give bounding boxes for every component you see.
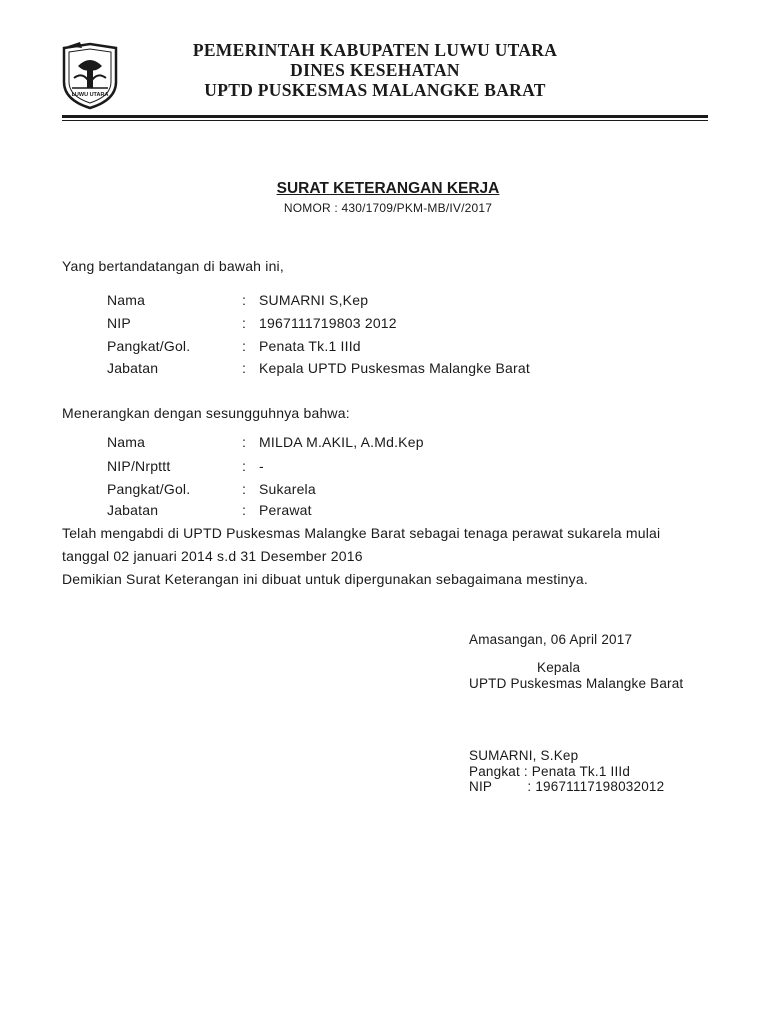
field-label: Jabatan bbox=[107, 360, 159, 376]
field-value: Perawat bbox=[259, 502, 312, 518]
field-label: Nama bbox=[107, 292, 146, 308]
field-label: Nama bbox=[107, 434, 146, 450]
signer-office: UPTD Puskesmas Malangke Barat bbox=[469, 676, 684, 691]
field-value: Sukarela bbox=[259, 481, 316, 497]
field-value: 1967111719803 2012 bbox=[259, 315, 397, 331]
field-label: NIP/Nrpttt bbox=[107, 458, 171, 474]
field-colon: : bbox=[242, 502, 247, 518]
statement-text: Menerangkan dengan sesungguhnya bahwa: bbox=[62, 405, 350, 421]
field-value: MILDA M.AKIL, A.Md.Kep bbox=[259, 434, 424, 450]
letterhead-divider-thin bbox=[62, 120, 708, 121]
field-label: Pangkat/Gol. bbox=[107, 481, 191, 497]
signer-name: SUMARNI, S.Kep bbox=[469, 748, 579, 763]
closing-text: Demikian Surat Keterangan ini dibuat untuk dipergunakan sebagaimana mestinya. bbox=[62, 571, 588, 587]
field-label: Pangkat/Gol. bbox=[107, 338, 191, 354]
letterhead-office: UPTD PUSKESMAS MALANGKE BARAT bbox=[204, 80, 546, 100]
field-label: Jabatan bbox=[107, 502, 159, 518]
field-colon: : bbox=[242, 315, 247, 331]
field-colon: : bbox=[242, 434, 247, 450]
body-text-line: tanggal 02 januari 2014 s.d 31 Desember 2016 bbox=[62, 548, 363, 564]
letterhead-divider-thick bbox=[62, 115, 708, 118]
field-label: NIP bbox=[107, 315, 131, 331]
signer-nip: NIP : 19671117198032012 bbox=[469, 779, 665, 794]
field-value: - bbox=[259, 458, 264, 474]
place-date: Amasangan, 06 April 2017 bbox=[469, 632, 633, 647]
field-colon: : bbox=[242, 292, 247, 308]
letterhead-department: DINES KESEHATAN bbox=[290, 60, 460, 80]
letterhead-government: PEMERINTAH KABUPATEN LUWU UTARA bbox=[192, 40, 558, 60]
field-value: SUMARNI S,Kep bbox=[259, 292, 369, 308]
field-value: Kepala UPTD Puskesmas Malangke Barat bbox=[259, 360, 530, 376]
regency-emblem-logo bbox=[58, 42, 122, 110]
document-title: SURAT KETERANGAN KERJA bbox=[276, 180, 500, 197]
field-colon: : bbox=[242, 360, 247, 376]
signer-pangkat: Pangkat : Penata Tk.1 IIId bbox=[469, 764, 631, 779]
field-colon: : bbox=[242, 458, 247, 474]
body-text-line: Telah mengabdi di UPTD Puskesmas Malangke Barat sebagai tenaga perawat sukarela mulai bbox=[62, 525, 661, 541]
field-value: Penata Tk.1 IIId bbox=[259, 338, 361, 354]
field-colon: : bbox=[242, 338, 247, 354]
signer-position: Kepala bbox=[537, 660, 581, 675]
field-colon: : bbox=[242, 481, 247, 497]
svg-text:LUWU UTARA: LUWU UTARA bbox=[71, 92, 109, 98]
intro-text: Yang bertandatangan di bawah ini, bbox=[62, 258, 284, 274]
document-number: NOMOR : 430/1709/PKM-MB/IV/2017 bbox=[283, 201, 493, 215]
